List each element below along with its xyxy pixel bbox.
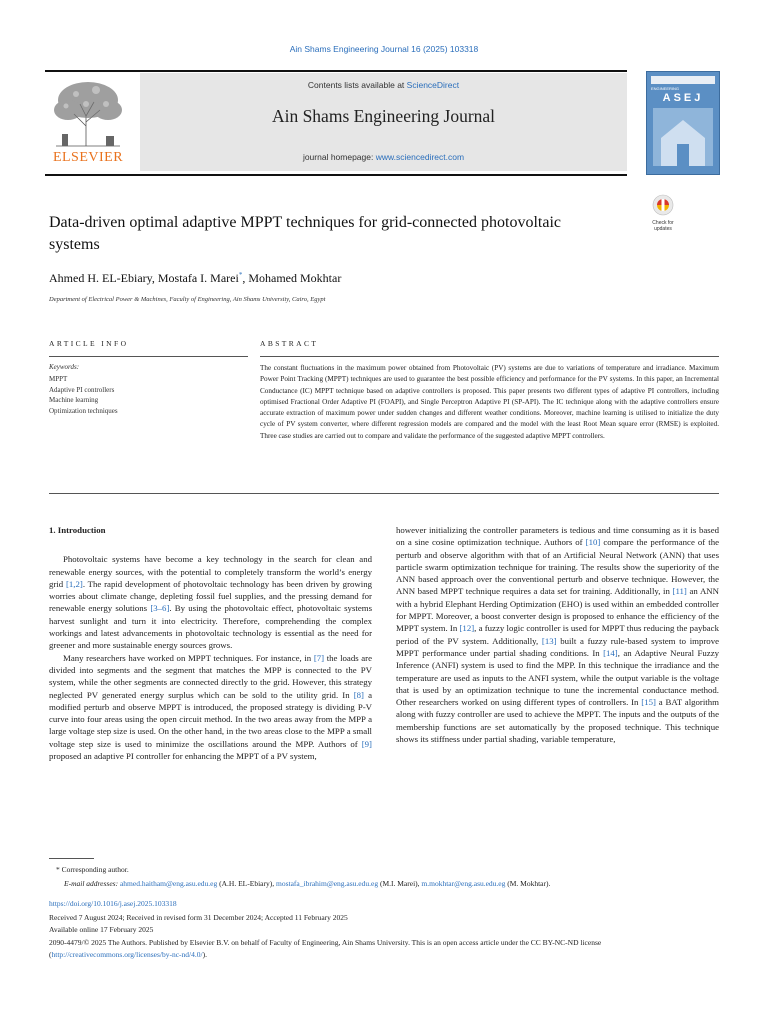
keyword-item: Adaptive PI controllers: [49, 385, 115, 394]
citation-link[interactable]: [14]: [603, 647, 618, 658]
paragraph-text: . By using the photovoltaic effect, photovoltaic systems harvest sunlight and turn it into electricity. Therefore, comprehending the complex workings and latest advancements in photovoltaic technology is essential as the need for greener and more sustainable energy sources grows.: [49, 603, 372, 651]
masthead-bottom-rule: [45, 174, 627, 176]
corresponding-author-note: * Corresponding author.: [56, 865, 129, 874]
citation-link[interactable]: [1,2]: [65, 578, 83, 589]
email-addresses: [64, 879, 550, 888]
citation-link[interactable]: [8]: [353, 689, 364, 700]
paragraph-text: however initializing the controller parameters is tedious and time consuming as it is based on a sine cosine optimization technique. Authors of: [396, 525, 719, 548]
license-text: ).: [202, 950, 207, 959]
citation-link[interactable]: [13]: [541, 635, 557, 646]
article-info-heading: ARTICLE INFO: [49, 339, 129, 348]
author-name[interactable]: Mostafa I. Marei: [157, 271, 239, 285]
check-for-updates-badge[interactable]: [645, 194, 681, 232]
paragraph-text: the loads are divided into segments and the segment that matches the MPP is connected to the PV system, while the other segments are connected directly to the grid. However, this strategy neglected PV generated energy surplus which can be sold to the utility grid. In: [49, 652, 372, 700]
license-statement: [49, 937, 721, 961]
email-owner: (M. Mokhtar).: [505, 879, 551, 888]
paragraph-text: , a fuzzy logic controller is used for MPPT thus reducing the payback period of the PV system. Additionally,: [396, 623, 719, 646]
affiliation: Department of Electrical Power & Machines, Faculty of Engineering, Ain Shams University, Cairo, Egypt: [49, 296, 326, 303]
masthead-top-rule: [45, 70, 627, 72]
paragraph: [49, 652, 372, 763]
license-link[interactable]: http://creativecommons.org/licenses/by-nc-nd/4.0/: [51, 950, 203, 959]
homepage-link[interactable]: www.sciencedirect.com: [375, 152, 465, 162]
article-title: Data-driven optimal adaptive MPPT techniques for grid-connected photovoltaic systems: [49, 214, 562, 253]
paragraph-text: an ANN with a hybrid Elephant Herding Optimization (EHO) is used within an embedded controller for MPPT. Moreover, a boost converter design is proposed to enhance the efficiency of the MPPT system. In: [396, 586, 719, 634]
cover-artwork: [653, 108, 713, 166]
abstract-bottom-rule: [49, 493, 719, 494]
paragraph: [49, 553, 372, 651]
keyword-item: MPPT: [49, 375, 68, 383]
received-dates: Received 7 August 2024; Received in revised form 31 December 2024; Accepted 11 February 2025: [49, 913, 348, 922]
citation-link[interactable]: [12]: [459, 623, 475, 634]
footnote-rule: [49, 858, 94, 859]
author-name[interactable]: Mohamed Mokhtar: [248, 271, 342, 285]
abstract-text: The constant fluctuations in the maximum power obtained from Photovoltaic (PV) systems are due to variations of temperature and irradiance. Maximum Power Point Tracking (MPPT) techniques are used to guarantee the best possible efficiency and performance for the PV systems. In this paper, an Incremental Conductance (IC) MPPT technique based on adaptive controllers is proposed. This paper presents two different types of adaptive PI controllers, including optimised Fractional Order Adaptive PI (FOAPI), and Single Perceptron Adaptive PI (SP-API). The IC technique along with the adaptive controllers ensure accurate extraction of maximum power under sudden changes and different weather conditions. Moreover, machine learning is utilised to initialize the duty cycle of PV system converter, where different regression models are compared and the model with the least Root Mean square error (RMSE) is exploited. Three case studies are carried out to compare and validate the performance of the suggested adaptive MPPT controllers.: [260, 364, 719, 440]
keyword-list: [49, 374, 118, 416]
check-for-updates-label: Check for updates: [652, 220, 674, 232]
journal-cover-image[interactable]: [646, 71, 720, 175]
journal-name: Ain Shams Engineering Journal: [271, 106, 496, 126]
email-owner: (A.H. EL-Ebiary),: [217, 879, 276, 888]
citation-link[interactable]: [15]: [641, 697, 656, 708]
email-link[interactable]: ahmed.haitham@eng.asu.edu.eg: [119, 879, 218, 888]
sciencedirect-link[interactable]: ScienceDirect: [406, 80, 460, 90]
paragraph-text: proposed an adaptive PI controller for enhancing the MPPT of a PV system,: [49, 751, 317, 762]
paragraph-text: Photovoltaic systems have become a key technology in the search for clean and renewable energy sources, with the potential to completely transform the world’s energy grid: [49, 554, 372, 589]
citation-link[interactable]: [10]: [585, 537, 601, 548]
paragraph-text: Many researchers have worked on MPPT techniques. For instance, in: [63, 652, 314, 663]
corresponding-author-mark[interactable]: *: [238, 271, 243, 279]
keyword-item: Optimization techniques: [49, 406, 118, 415]
paragraph-text: , an Adaptive Neural Fuzzy Inference (ANFI) system is used to find the MPP. In this technique the irradiance and the temperature are used as inputs to the ANFI system, while the output variable is the voltage that is used by an optimization technique to tune the incremental conductance method. Other researchers worked on using different types of controllers. In: [396, 647, 720, 708]
license-text: 2090-4479/© 2025 The Authors. Published by Elsevier B.V. on behalf of Faculty of Engineering, Ain Shams University. This is an open access article under the CC BY-NC-ND license (: [49, 938, 602, 959]
paragraph-text: built a fuzzy rule-based system to improve MPPT performance under partial shading conditions. In: [396, 635, 720, 658]
email-label: E-mail addresses:: [64, 879, 120, 888]
section-heading: 1. Introduction: [49, 525, 106, 535]
abstract-rule: [260, 356, 719, 357]
email-link[interactable]: mostafa_ibrahim@eng.asu.edu.eg: [276, 879, 379, 888]
paragraph-text: compare the performance of the perturb and observe algorithm with that of an Artificial Neural Network (ANN) that uses particle swarm optimization technique for training. The results show the superiority of the ANN based approach over the conventional perturb and observe technique. However, the ANN based MPPT technique requires a data set for training. Additionally, in: [396, 537, 719, 597]
author-list: Ahmed H. EL-Ebiary, Mostafa I. Marei*, Mohamed Mokhtar: [49, 271, 342, 285]
available-online-date: Available online 17 February 2025: [49, 925, 154, 934]
journal-citation-link[interactable]: Ain Shams Engineering Journal 16 (2025) 103318: [289, 44, 479, 54]
doi-link[interactable]: https://doi.org/10.1016/j.asej.2025.103318: [49, 899, 177, 908]
citation-link[interactable]: [3–6]: [150, 603, 170, 614]
left-column: [49, 524, 372, 762]
citation-link[interactable]: [11]: [672, 586, 687, 597]
keyword-item: Machine learning: [49, 396, 99, 404]
right-column: [396, 524, 719, 745]
homepage-prefix: journal homepage:: [302, 152, 376, 162]
cover-title: ASEJ: [662, 92, 704, 104]
abstract-heading: ABSTRACT: [260, 339, 319, 348]
keywords-label: Keywords:: [49, 363, 80, 371]
cover-small-text: ENGINEERING: [651, 86, 680, 91]
contents-line: [140, 80, 627, 90]
email-owner: (M.I. Marei),: [378, 879, 422, 888]
email-link[interactable]: m.mokhtar@eng.asu.edu.eg: [421, 879, 506, 888]
contents-prefix: Contents lists available at: [307, 80, 407, 90]
homepage-line: [140, 152, 627, 162]
paragraph: [396, 524, 719, 745]
citation-link[interactable]: [7]: [313, 652, 325, 663]
paragraph-text: a BAT algorithm along with fuzzy controller are used to achieve the MPPT. The inputs and the outputs of the membership functions are set automatically by the proposed technique. This technique shows its stiffness under partial shading, variable temperature,: [396, 697, 719, 745]
article-info-rule: [49, 356, 248, 357]
paragraph-text: . The rapid development of photovoltaic technology has been driven by growing worries about climate change, depleting fossil fuel supplies, and the pressing demand for renewable energy solutions: [49, 578, 373, 614]
paragraph-text: a modified perturb and observe MPPT is introduced, the proposed strategy is dividing P-V curve into four areas using the open circuit method. In the two areas away from the MPP a large voltage step size is used. On the other hand, in the two areas close to the MPP a small voltage step size is used to minimize the oscillations around the MPP. Authors of: [49, 689, 373, 749]
elsevier-wordmark: ELSEVIER: [52, 150, 124, 165]
author-name[interactable]: Ahmed H. EL-Ebiary: [49, 271, 152, 285]
citation-link[interactable]: [9]: [361, 738, 372, 749]
